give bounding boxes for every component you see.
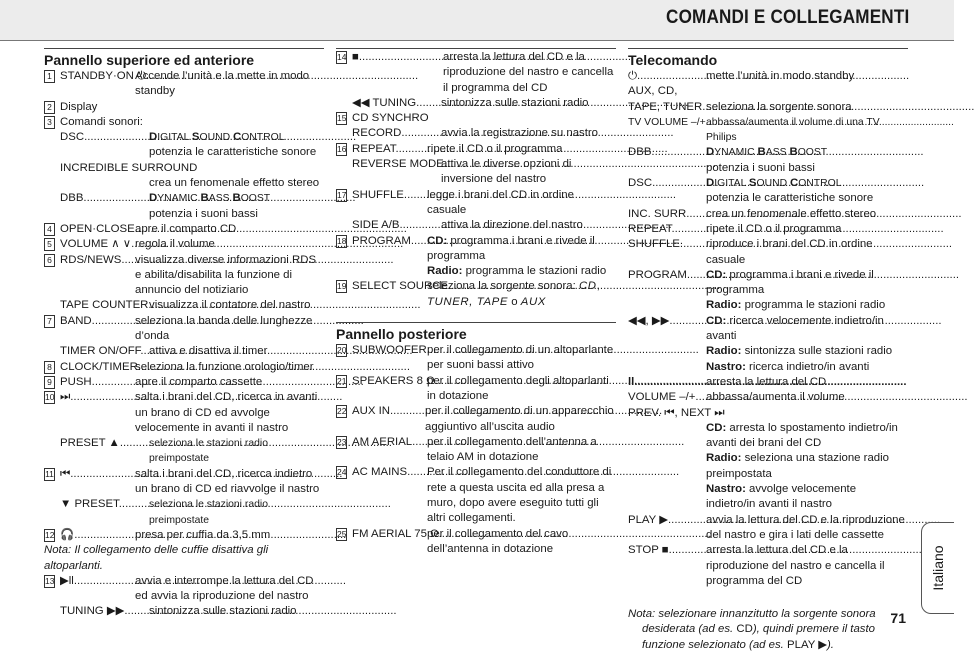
desc: DYNAMIC BASS BOOST potenzia i suoni bassi bbox=[706, 146, 828, 174]
item-number: 6 bbox=[44, 254, 55, 267]
desc: CD: programma i brani e rivede il programma Radio: programma le stazioni radio bbox=[706, 268, 886, 312]
entry-pause bbox=[628, 375, 908, 390]
item-number: 19 bbox=[337, 281, 347, 292]
term: AM AERIAL ..... bbox=[352, 435, 427, 450]
entry-dsc bbox=[44, 130, 324, 161]
item-number: 22 bbox=[337, 406, 347, 417]
entry-22 bbox=[336, 404, 616, 435]
page-title: COMANDI E COLLEGAMENTI bbox=[665, 7, 909, 28]
term: DSC ..... bbox=[60, 130, 149, 145]
desc: per il collegamento di un apparecchio aggiuntivo all’uscita audio bbox=[425, 405, 614, 433]
entry-standby bbox=[628, 69, 908, 84]
column-rule bbox=[336, 48, 616, 49]
desc: salta i brani del CD, ricerca indietro un brano di CD ed riavvolge il nastro bbox=[135, 467, 320, 496]
entry-volume bbox=[628, 390, 908, 405]
term: PROGRAM ..... bbox=[352, 234, 427, 249]
item-number: 16 bbox=[337, 143, 347, 154]
item-number: 8 bbox=[44, 361, 55, 374]
entry-19 bbox=[336, 279, 616, 310]
term: RECORD ..... bbox=[352, 126, 441, 141]
item-number: 25 bbox=[337, 528, 347, 539]
language-tab-label: Italiano bbox=[930, 545, 946, 591]
entry-10 bbox=[44, 390, 324, 436]
prev-next-label: PREV. ⏮, NEXT ⏭ bbox=[628, 406, 725, 419]
desc: seleziona la funzione orologio/timer bbox=[135, 360, 314, 373]
desc: visualizza il contatore del nastro bbox=[149, 299, 311, 312]
entry-4 bbox=[44, 222, 324, 237]
term: STANDBY·ON ⏻ ..... bbox=[60, 69, 135, 84]
desc: seleziona la sorgente sonora bbox=[706, 100, 852, 113]
desc: avvia la lettura del CD e la riproduzione del nastro e gira i lati delle cassette bbox=[706, 513, 905, 541]
item-number: 1 bbox=[44, 70, 55, 83]
term: REPEAT ..... bbox=[352, 142, 427, 157]
desc: visualizza diverse informazioni RDS e abilita/disabilita la funzione di annuncio del notiziario bbox=[135, 253, 317, 297]
entry-inc-surr bbox=[628, 207, 908, 222]
item-number: 21 bbox=[337, 375, 347, 386]
desc: DIGITAL SOUND CONTROL potenzia le caratteristiche sonore bbox=[149, 131, 317, 159]
term: BAND ..... bbox=[60, 314, 135, 329]
term: DBB ..... bbox=[60, 191, 149, 206]
desc: seleziona le stazioni radio preimpostate bbox=[149, 499, 268, 526]
headphones-note: Nota: Il collegamento delle cuffie disattiva gli altoparlanti. bbox=[44, 544, 269, 572]
entry-tape-counter bbox=[44, 298, 324, 313]
entry-stop bbox=[628, 543, 908, 589]
incredible-surround-label: INCREDIBLE SURROUND bbox=[60, 161, 198, 174]
desc: arresta la lettura del CD bbox=[706, 375, 827, 388]
entry-3 bbox=[44, 115, 324, 130]
column-remote-control bbox=[628, 48, 908, 653]
desc: Accende l’unità e la mette in modo standby bbox=[135, 70, 310, 98]
entry-23 bbox=[336, 435, 616, 466]
item-number: 3 bbox=[44, 116, 55, 129]
desc: apre il comparto CD bbox=[135, 222, 237, 235]
entry-21 bbox=[336, 374, 616, 405]
entry-20 bbox=[336, 343, 616, 374]
term: TAPE, TUNER ..... bbox=[628, 100, 706, 115]
entry-1 bbox=[44, 69, 324, 100]
desc: crea un fenomenale effetto stereo bbox=[706, 207, 877, 220]
label: Display bbox=[60, 100, 98, 113]
term: ◀◀ TUNING ..... bbox=[352, 96, 441, 111]
entry-timer bbox=[44, 344, 324, 359]
item-number: 14 bbox=[337, 52, 347, 62]
item-number: 23 bbox=[337, 436, 347, 447]
item-number: 24 bbox=[337, 467, 347, 478]
entry-tuning bbox=[44, 604, 324, 619]
entry-12 bbox=[44, 528, 324, 543]
entry-preset-down bbox=[44, 497, 324, 528]
entry-2 bbox=[44, 100, 324, 115]
entry-dbb bbox=[44, 191, 324, 222]
term: REVERSE MODE ..... bbox=[352, 157, 441, 172]
term: ⏮ ..... bbox=[60, 467, 135, 482]
desc: sintonizza sulle stazioni radio bbox=[149, 605, 297, 618]
section-title-rear-panel: Pannello posteriore bbox=[336, 322, 616, 343]
desc: per il collegamento del cavo dell’antenna in dotazione bbox=[427, 527, 569, 555]
desc: per il collegamento di un altoparlante per suoni bassi attivo bbox=[427, 344, 614, 372]
term: OPEN·CLOSE ..... bbox=[60, 222, 135, 237]
term: TUNING ▶▶ ..... bbox=[60, 604, 149, 619]
page-number: 71 bbox=[890, 610, 906, 626]
desc: salta i brani del CD, ricerca in avanti un brano di CD ed avvolge velocemente in avanti il nastro bbox=[135, 391, 318, 434]
desc: Per il collegamento del conduttore di rete a questa uscita ed alla presa a muro, dopo avere eseguito tutti gli altri collegamenti. bbox=[427, 466, 612, 525]
entry-tape-tuner bbox=[628, 100, 908, 115]
term: PROGRAM ..... bbox=[628, 268, 706, 283]
standby-icon: ⏻ ..... bbox=[628, 69, 706, 84]
desc: apre il comparto cassette bbox=[135, 375, 263, 388]
incredible-surround-desc: crea un fenomenale effetto stereo bbox=[149, 177, 320, 190]
desc: arresta la lettura del CD e la riproduzione del nastro e cancella il programma del CD bbox=[443, 51, 614, 94]
term: VOLUME –/+ ..... bbox=[628, 390, 706, 405]
entry-15 bbox=[336, 111, 616, 126]
desc: mette l’unità in modo standby bbox=[706, 70, 855, 82]
entry-record bbox=[336, 126, 616, 141]
term: SIDE A/B ..... bbox=[352, 218, 441, 233]
page-header bbox=[0, 0, 954, 41]
entry-25 bbox=[336, 527, 616, 558]
term: AUX IN ..... bbox=[352, 404, 425, 419]
entry-search bbox=[628, 314, 908, 375]
item-number: 4 bbox=[44, 223, 55, 236]
term: AC MAINS ..... bbox=[352, 465, 427, 480]
desc: presa per cuffia da 3,5 mm bbox=[135, 528, 271, 541]
desc: attiva e disattiva il timer bbox=[149, 345, 268, 358]
term: PUSH ..... bbox=[60, 375, 135, 390]
entry-dsc bbox=[628, 176, 908, 207]
entry-preset-up bbox=[44, 436, 324, 467]
item-number: 20 bbox=[337, 345, 347, 356]
entry-6 bbox=[44, 253, 324, 299]
term: VOLUME ∧ ∨ ..... bbox=[60, 237, 135, 252]
entry-7 bbox=[44, 314, 324, 345]
item-number: 15 bbox=[337, 113, 347, 124]
column-front-panel bbox=[44, 48, 324, 620]
desc: arresta la lettura del CD e la riproduzione del nastro e cancella il programma del CD bbox=[706, 544, 885, 587]
aux-cd-label: AUX, CD, bbox=[628, 85, 678, 98]
term: SHUFFLE ..... bbox=[628, 237, 706, 252]
desc: ripete il CD o il programma bbox=[427, 142, 563, 155]
desc: attiva la direzione del nastro bbox=[441, 219, 583, 232]
prev-next-desc: CD: arresta lo spostamento indietro/in avanti dei brani del CD Radio: seleziona una stazione radio preimpostata Nastro: avvolge velocemente indietro/in avanti il nastro bbox=[706, 421, 898, 511]
desc: per il collegamento dell’antenna a telaio AM in dotazione bbox=[427, 435, 597, 464]
search-arrows-icon: ◀◀, ▶▶ ..... bbox=[628, 314, 706, 329]
entry-9 bbox=[44, 375, 324, 390]
entry-tuning-back bbox=[336, 96, 616, 111]
entry-play bbox=[628, 513, 908, 544]
desc: avvia la registrazione su nastro bbox=[441, 127, 599, 140]
section-title-front-panel: Pannello superiore ed anteriore bbox=[44, 48, 324, 69]
desc: seleziona la banda delle lunghezze d’onda bbox=[135, 314, 313, 343]
entry-shuffle bbox=[628, 237, 908, 268]
entry-18 bbox=[336, 234, 616, 280]
term: DBB ..... bbox=[628, 145, 706, 160]
desc: seleziona le stazioni radio preimpostate bbox=[149, 438, 268, 465]
entry-program bbox=[628, 268, 908, 314]
label: Comandi sonori: bbox=[60, 115, 143, 128]
term: RDS/NEWS ..... bbox=[60, 253, 135, 268]
desc: seleziona la sorgente sonora: CD, TUNER, TAPE o AUX bbox=[427, 280, 600, 308]
desc: DYNAMIC BASS BOOST potenzia i suoni bassi bbox=[149, 192, 271, 220]
desc: abbassa/aumenta il volume di una TV Philips bbox=[706, 116, 880, 144]
term: INC. SURR. ..... bbox=[628, 207, 706, 222]
desc: CD: ricerca velocemente indietro/in avanti Radio: sintonizza sulle stazioni radio Nastro: ricerca indietro/in avanti bbox=[706, 314, 893, 373]
item-number: 7 bbox=[44, 315, 55, 328]
term: STOP ■ ..... bbox=[628, 543, 706, 558]
item-number: 9 bbox=[44, 376, 55, 389]
desc: riproduce i brani del CD in ordine casuale bbox=[706, 238, 873, 266]
entry-8 bbox=[44, 360, 324, 375]
desc: DIGITAL SOUND CONTROL potenzia le caratteristiche sonore bbox=[706, 177, 874, 205]
term: CLOCK/TIMER ..... bbox=[60, 360, 135, 375]
desc: avvia e interrompe la lettura del CD ed avvia la riproduzione del nastro bbox=[135, 574, 314, 603]
item-number: 12 bbox=[45, 529, 55, 540]
term: SPEAKERS 8 Ω ..... bbox=[352, 374, 427, 389]
item-number: 13 bbox=[45, 575, 55, 586]
entry-side-ab bbox=[336, 218, 616, 233]
desc: abbassa/aumenta il volume bbox=[706, 391, 845, 404]
entry-5 bbox=[44, 237, 324, 252]
entry-14 bbox=[336, 50, 616, 96]
term: SHUFFLE ..... bbox=[352, 188, 427, 203]
desc: CD: programma i brani e rivede il programma Radio: programma le stazioni radio bbox=[427, 234, 607, 278]
desc: legge i brani del CD in ordine casuale bbox=[427, 188, 574, 216]
item-number: 18 bbox=[337, 235, 347, 246]
term: SUBWOOFER ..... bbox=[352, 343, 427, 358]
label: CD SYNCHRO bbox=[352, 112, 429, 125]
item-number: 2 bbox=[44, 101, 55, 114]
term: PRESET ▲ ..... bbox=[60, 436, 149, 451]
term: ▶ll ..... bbox=[60, 574, 135, 589]
entry-16 bbox=[336, 142, 616, 157]
entry-tv-volume bbox=[628, 115, 908, 146]
entry-24 bbox=[336, 465, 616, 526]
entry-reverse-mode bbox=[336, 157, 616, 188]
term: REPEAT ..... bbox=[628, 222, 706, 237]
section-title-remote: Telecomando bbox=[628, 48, 908, 69]
language-tab bbox=[921, 522, 954, 614]
entry-dbb bbox=[628, 145, 908, 176]
term: ⏭ ..... bbox=[60, 390, 135, 405]
entry-17 bbox=[336, 188, 616, 219]
item-number: 5 bbox=[44, 238, 55, 251]
term: TV VOLUME –/+ ..... bbox=[628, 115, 706, 130]
desc: ripete il CD o il programma bbox=[706, 222, 842, 235]
desc: per il collegamento degli altoparlanti in dotazione bbox=[427, 374, 609, 402]
term: ▼ PRESET ..... bbox=[60, 497, 149, 512]
term: TIMER ON/OFF ..... bbox=[60, 344, 149, 359]
remote-note: Nota: selezionare innanzitutto la sorgente sonora desiderata (ad es. CD), quindi premere il tasto funzione selezionato (ad es. PLAY ▶). bbox=[628, 608, 876, 651]
term: PLAY ▶ ..... bbox=[628, 513, 706, 528]
headphones-icon: 🎧 ..... bbox=[60, 528, 135, 543]
desc: attiva le diverse opzioni di inversione del nastro bbox=[441, 158, 572, 186]
term: DSC ..... bbox=[628, 176, 706, 191]
entry-repeat bbox=[628, 222, 908, 237]
item-number: 11 bbox=[45, 468, 54, 479]
term: SELECT SOURCE ..... bbox=[352, 279, 427, 294]
desc: regola il volume bbox=[135, 238, 215, 251]
term: FM AERIAL 75 Ω ..... bbox=[352, 527, 427, 542]
column-front-panel-cont bbox=[336, 48, 616, 557]
item-number: 10 bbox=[45, 392, 55, 403]
item-number: 17 bbox=[337, 189, 347, 200]
desc: sintonizza sulle stazioni radio bbox=[441, 96, 589, 109]
stop-icon: ■ ..... bbox=[352, 50, 443, 65]
pause-icon: ll ..... bbox=[628, 375, 706, 390]
term: TAPE COUNTER ..... bbox=[60, 298, 149, 313]
entry-11 bbox=[44, 467, 324, 498]
entry-13 bbox=[44, 574, 324, 605]
